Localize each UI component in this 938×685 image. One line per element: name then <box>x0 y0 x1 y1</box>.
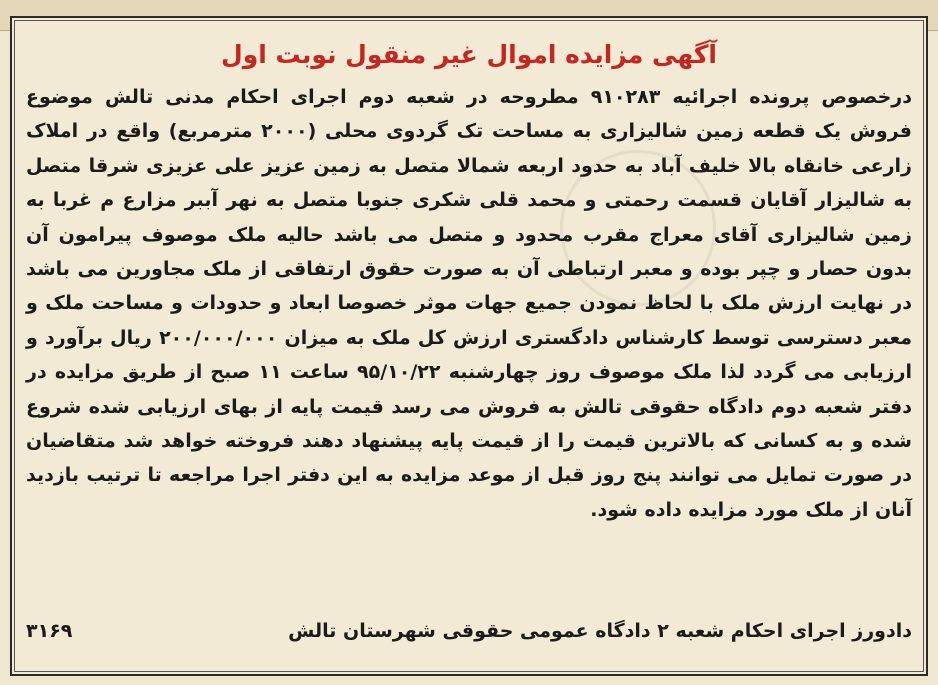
notice-title: آگهی مزایده اموال غیر منقول نوبت اول <box>221 40 717 69</box>
notice-footer <box>26 614 912 648</box>
notice-body: درخصوص پرونده اجرائیه ۹۱۰۲۸۳ مطروحه در شعبه دوم اجرای احکام مدنی تالش موضوع فروش یک قطعه زمین شالیزاری به مساحت تک گردوی محلی (۲۰۰۰ مترمربع) واقع در املاک زارعی خانقاه بالا خلیف آباد به حدود اربعه شمالا متصل به زمین عزیز علی عزیزی شرقا متصل به شالیزار آقایان قسمت رحمتی و محمد قلی شکری جنوبا متصل به نهر آببر مزارع م غربا به زمین شالیزاری آقای معراج مقرب محدود و متصل می باشد حالیه ملک موصوف پیرامون آن بدون حصار و چپر بوده و معبر ارتباطی آن به صورت حقوق ارتفاقی از ملک مجاورین می باشد در نهایت ارزش ملک با لحاظ نمودن جمیع جهات موثر خصوصا ابعاد و حدودات و مساحت ملک و معبر دسترسی توسط کارشناس دادگستری ارزش کل ملک به میزان ۲۰۰/۰۰۰/۰۰۰ ریال برآورد و ارزیابی می گردد لذا ملک موصوف روز چهارشنبه ۹۵/۱۰/۲۲ ساعت ۱۱ صبح از طریق مزایده در دفتر شعبه دوم دادگاه حقوقی تالش به فروش می رسد قیمت پایه از بهای ارزیابی شده شروع شده و به کسانی که بالاترین قیمت را از قیمت پایه پیشنهاد دهند فروخته خواهد شد متقاضیان در صورت تمایل می توانند پنج روز قبل از موعد مزایده به این دفتر اجرا مراجعه تا ترتیب بازدید آنان از ملک مورد مزایده داده شود. <box>26 86 912 521</box>
signature-line: دادورز اجرای احکام شعبه ۲ دادگاه عمومی حقوقی شهرستان تالش <box>288 620 912 642</box>
notice-code: ۳۱۶۹ <box>26 620 73 642</box>
